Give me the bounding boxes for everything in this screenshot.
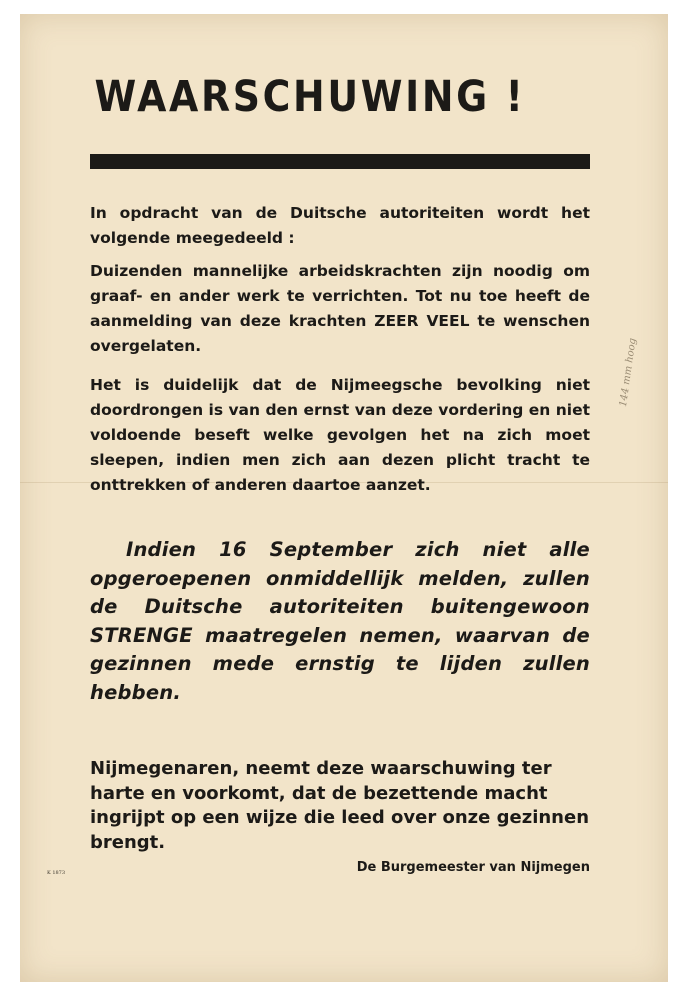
poster-sheet [20,14,668,982]
intro-paragraph: In opdracht van de Duitsche autoriteiten wordt het volgende meegedeeld : [90,204,590,247]
warning-emphasis-paragraph: Indien 16 September zich niet alle opgeroepenen onmiddellijk melden, zullen de Duitsche autoriteiten buitengewoon STRENGE maatregelen nemen, waarvan de gezinnen mede ernstig te lijden zullen hebben. [90,538,590,704]
print-code: K 1873 [47,870,66,876]
appeal-paragraph: Nijmegenaren, neemt deze waarschuwing ter harte en voorkomt, dat de bezettende macht ingrijpt op een wijze die leed over onze gezinnen brengt. [90,758,590,853]
population-paragraph: Het is duidelijk dat de Nijmeegsche bevolking niet doordrongen is van den ernst van deze vordering en niet voldoende beseft welke gevolgen het na zich moet sleepen, indien men zich aan dezen plicht tracht te onttrekken of anderen daartoe aanzet. [90,376,590,494]
labour-paragraph: Duizenden mannelijke arbeidskrachten zijn noodig om graaf- en ander werk te verrichten. Tot nu toe heeft de aanmelding van deze krachten ZEER VEEL te wenschen overgelaten. [90,262,590,355]
poster-title: WAARSCHUWING ! [94,72,526,122]
signature: De Burgemeester van Nijmegen [356,860,590,875]
title-underline [90,154,590,169]
handwritten-note: 144 mm hoog [618,337,639,408]
